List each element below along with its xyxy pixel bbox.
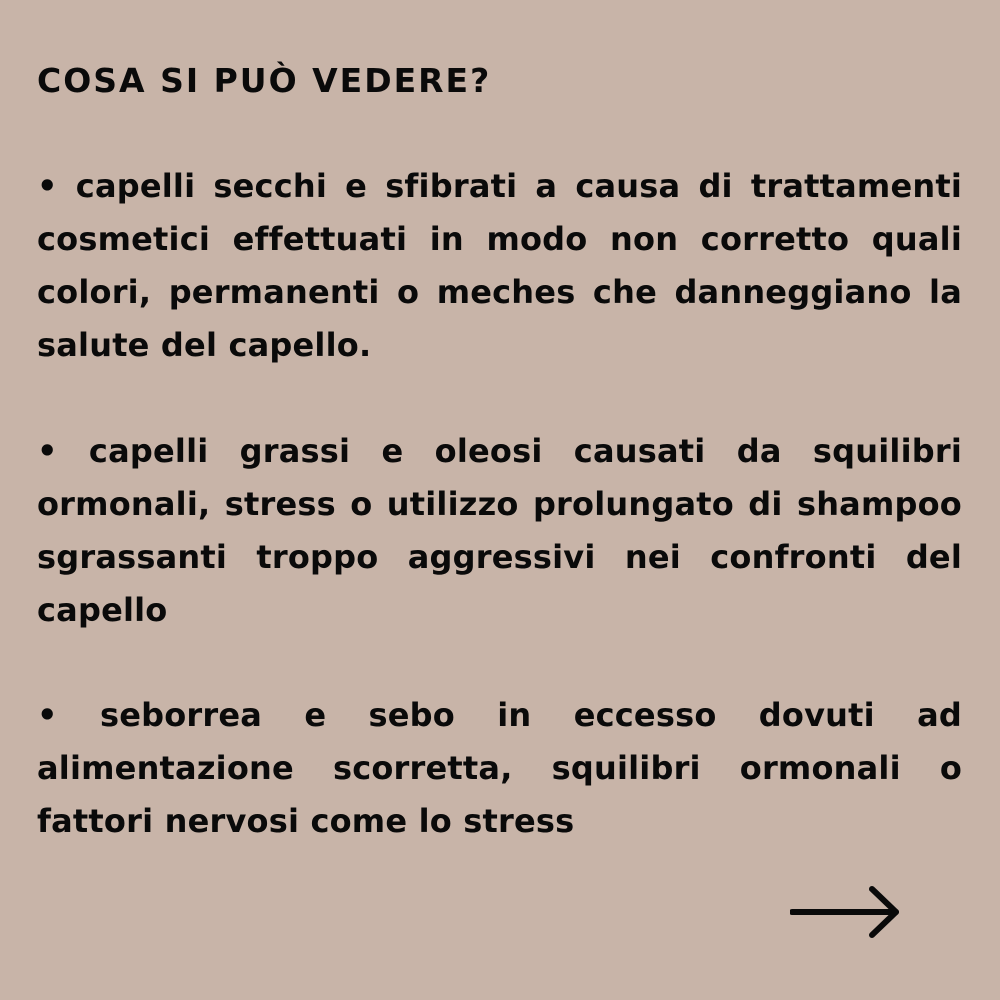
bullet-dry-hair: • capelli secchi e sfibrati a causa di trattamenti cosmetici effettuati in modo non corretto quali colori, permanenti o meches che danneggiano la salute del capello. — [37, 167, 962, 364]
right-arrow-icon[interactable] — [790, 884, 905, 940]
bullet-seborrhea: • seborrea e sebo in eccesso dovuti ad alimentazione scorretta, squilibri ormonali o fattori nervosi come lo stress — [37, 696, 962, 840]
page-title: COSA SI PUÒ VEDERE? — [37, 61, 492, 100]
bullet-oily-hair: • capelli grassi e oleosi causati da squilibri ormonali, stress o utilizzo prolungato di shampoo sgrassanti troppo aggressivi nei confronti del capello — [37, 432, 962, 629]
